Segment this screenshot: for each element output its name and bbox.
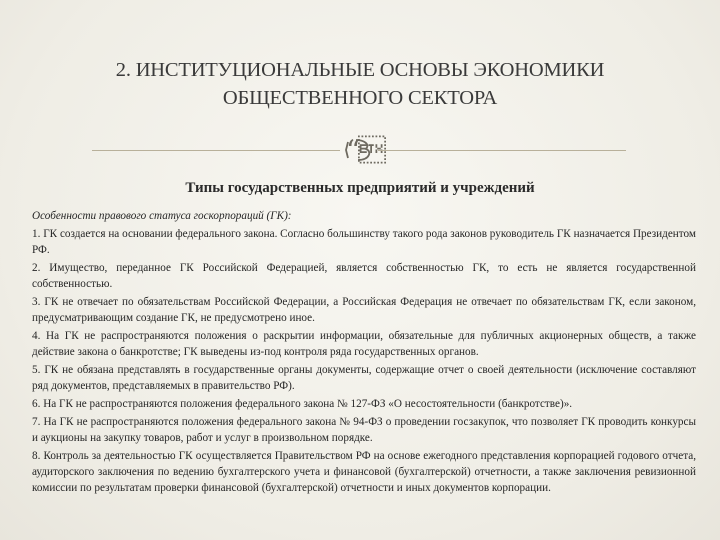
divider-left — [92, 150, 340, 151]
divider-right — [378, 150, 626, 151]
section-subtitle: Типы государственных предприятий и учреждений — [185, 180, 535, 196]
list-item: 1. ГК создается на основании федерального закона. Согласно большинству такого рода законов руководитель ГК назначается Президентом РФ. — [32, 228, 696, 256]
lead-paragraph: Особенности правового статуса госкорпораций (ГК): — [32, 210, 292, 222]
title-line-2: ОБЩЕСТВЕННОГО СЕКТОРА — [222, 87, 498, 109]
slide-title — [20, 56, 700, 112]
list-item: 5. ГК не обязана представлять в государственные органы документы, содержащие отчет о своей деятельности (исключение составляют ряд документов, представляемых в правительство РФ). — [32, 364, 696, 392]
content-body — [32, 208, 696, 498]
list-item: 6. На ГК не распространяются положения федерального закона № 127-ФЗ «О несостоятельности (банкротстве)». — [32, 398, 573, 410]
list-item: 4. На ГК не распространяются положения о раскрытии информации, обязательные для публичных акционерных обществ, а также действие закона о банкротстве; ГК выведены из-под контроля ряда государственных органов. — [32, 330, 696, 358]
list-item: 8. Контроль за деятельностью ГК осуществляется Правительством РФ на основе ежегодного представления корпорацией годового отчета, аудиторского заключения по ведению бухгалтерского учета и финансовой (бухгалтерской) отчетности, а также заключения ревизионной комиссии по результатам проверки финансовой (бухгалтерской) отчетности и иных документов корпорации. — [32, 450, 696, 494]
quote-ornament-icon — [344, 134, 386, 167]
list-item: 3. ГК не отвечает по обязательствам Российской Федерации, а Российская Федерация не отвечает по обязательствам ГК, если законом, предусматривающим создание ГК, не предусмотрено иное. — [32, 296, 696, 324]
svg-text:“: “ — [346, 134, 361, 167]
list-item: 2. Имущество, переданное ГК Российской Федерацией, является собственностью ГК, то есть не является государственной собственностью. — [32, 262, 696, 290]
title-line-1: 2. ИНСТИТУЦИОНАЛЬНЫЕ ОСНОВЫ ЭКОНОМИКИ — [115, 59, 605, 81]
list-item: 7. На ГК не распространяются положения федерального закона № 94-ФЗ о проведении госзакупок, что позволяет ГК проводить конкурсы и аукционы на закупку товаров, работ и услуг в произвольном порядке. — [32, 416, 696, 444]
svg-text::  — [358, 134, 386, 167]
